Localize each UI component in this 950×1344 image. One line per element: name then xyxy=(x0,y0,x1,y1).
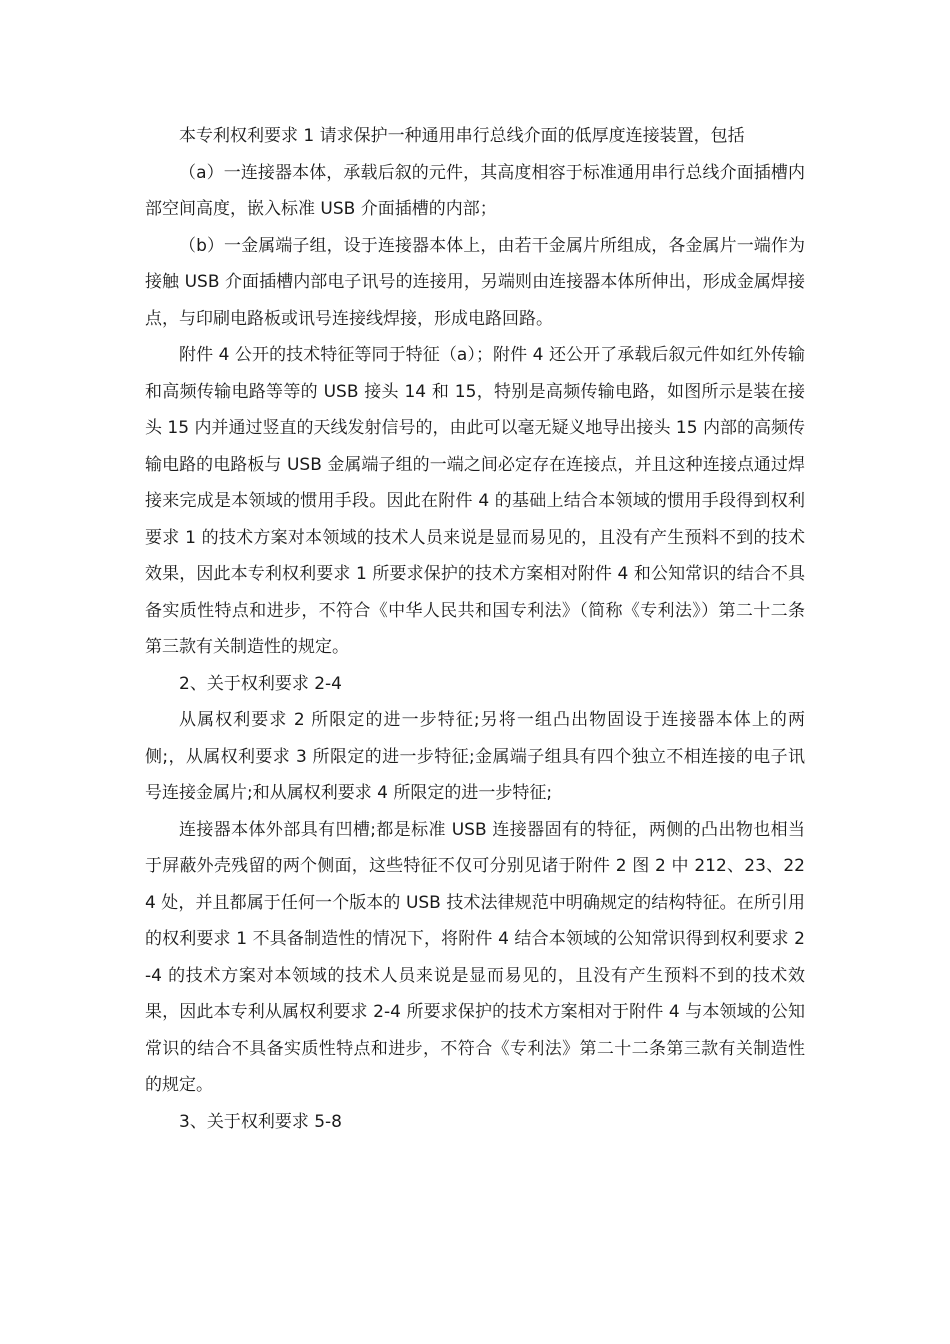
paragraph-groove-analysis: 连接器本体外部具有凹槽;都是标准 USB 连接器固有的特征，两侧的凸出物也相当于屏蔽外壳残留的两个侧面，这些特征不仅可分别见诸于附件 2 图 2 中 212、23、224 处，并且都属于任何一个版本的 USB 技术法律规范中明确规定的结构特征。在所引用的权利要求 1 不具备制造性的情况下，将附件 4 结合本领域的公知常识得到权利要求 2-4 的技术方案对本领域的技术人员来说是显而易见的，且没有产生预料不到的技术效果，因此本专利从属权利要求 2-4 所要求保护的技术方案相对于附件 4 与本领域的公知常识的结合不具备实质性特点和进步，不符合《专利法》第二十二条第三款有关制造性的规定。 xyxy=(145,819,805,1095)
paragraph-dependent-claims: 从属权利要求 2 所限定的进一步特征;另将一组凸出物固设于连接器本体上的两侧;，从属权利要求 3 所限定的进一步特征;金属端子组具有四个独立不相连接的电子讯号连接金属片;和从属权利要求 4 所限定的进一步特征; xyxy=(145,710,805,803)
paragraph-claim1-intro: 本专利权利要求 1 请求保护一种通用串行总线介面的低厚度连接装置，包括 xyxy=(179,126,745,146)
document-page xyxy=(145,118,805,1140)
paragraph-feature-b: （b）一金属端子组，设于连接器本体上，由若干金属片所组成，各金属片一端作为接触 USB 介面插槽内部电子讯号的连接用，另端则由连接器本体所伸出，形成金属焊接点，与印刷电路板或讯号连接线焊接，形成电路回路。 xyxy=(145,235,805,329)
section-heading-claims-2-4: 2、关于权利要求 2-4 xyxy=(179,673,342,694)
paragraph-feature-a: （a）一连接器本体，承载后叙的元件，其高度相容于标准通用串行总线介面插槽内部空间高度，嵌入标准 USB 介面插槽的内部； xyxy=(145,162,805,219)
paragraph-attachment4-analysis: 附件 4 公开的技术特征等同于特征（a）；附件 4 还公开了承载后叙元件如红外传输和高频传输电路等等的 USB 接头 14 和 15，特别是高频传输电路，如图所示是装在接头 15 内并通过竖直的天线发射信号的，由此可以毫无疑义地导出接头 15 内部的高频传输电路的电路板与 USB 金属端子组的一端之间必定存在连接点，并且这种连接点通过焊接来完成是本领域的惯用手段。因此在附件 4 的基础上结合本领域的惯用手段得到权利要求 1 的技术方案对本领域的技术人员来说是显而易见的，且没有产生预料不到的技术效果，因此本专利权利要求 1 所要求保护的技术方案相对附件 4 和公知常识的结合不具备实质性特点和进步，不符合《中华人民共和国专利法》（简称《专利法》）第二十二条第三款有关制造性的规定。 xyxy=(145,345,805,657)
section-heading-claims-5-8: 3、关于权利要求 5-8 xyxy=(179,1111,342,1132)
